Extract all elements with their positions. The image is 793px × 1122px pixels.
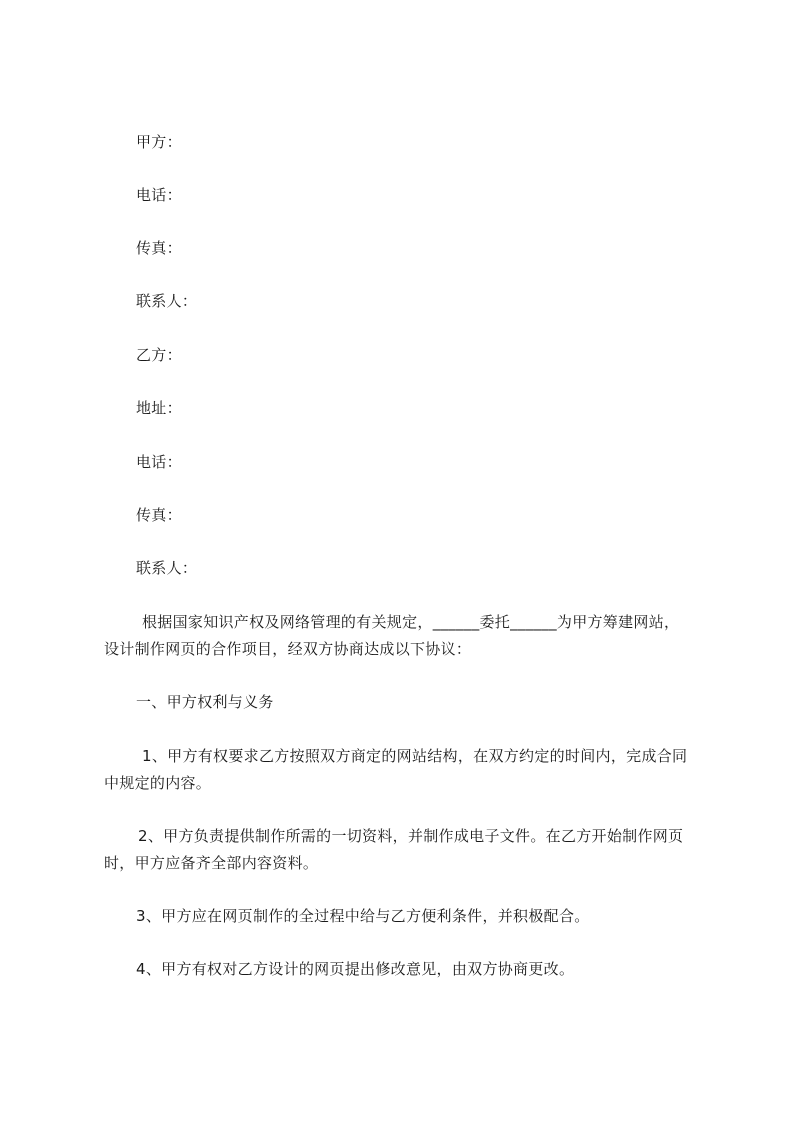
clause-2-line-1: 2、甲方负责提供制作所需的一切资料，并制作成电子文件。在乙方开始制作网页 xyxy=(138,827,684,845)
preamble-line-1: 根据国家知识产权及网络管理的有关规定，______委托______为甲方筹建网站， xyxy=(142,613,680,631)
party-a-label: 甲方： xyxy=(136,133,182,151)
section-heading: 一、甲方权利与义务 xyxy=(136,693,274,711)
party-b-phone-label: 电话： xyxy=(136,453,182,471)
preamble-line-2: 设计制作网页的合作项目，经双方协商达成以下协议： xyxy=(104,640,472,658)
clause-1-line-1: 1、甲方有权要求乙方按照双方商定的网站结构，在双方约定的时间内，完成合同 xyxy=(142,747,688,765)
clause-2-line-2: 时，甲方应备齐全部内容资料。 xyxy=(104,854,319,872)
party-b-label: 乙方： xyxy=(136,346,182,364)
party-a-fax-label: 传真： xyxy=(136,239,182,257)
party-b-fax-label: 传真： xyxy=(136,506,182,524)
clause-1-line-2: 中规定的内容。 xyxy=(104,774,212,792)
party-a-contact-label: 联系人： xyxy=(136,292,198,310)
party-b-address-label: 地址： xyxy=(136,399,182,417)
party-b-contact-label: 联系人： xyxy=(136,559,198,577)
clause-3: 3、甲方应在网页制作的全过程中给与乙方便利条件，并积极配合。 xyxy=(136,907,590,925)
clause-4: 4、甲方有权对乙方设计的网页提出修改意见，由双方协商更改。 xyxy=(136,960,575,978)
party-a-phone-label: 电话： xyxy=(136,186,182,204)
